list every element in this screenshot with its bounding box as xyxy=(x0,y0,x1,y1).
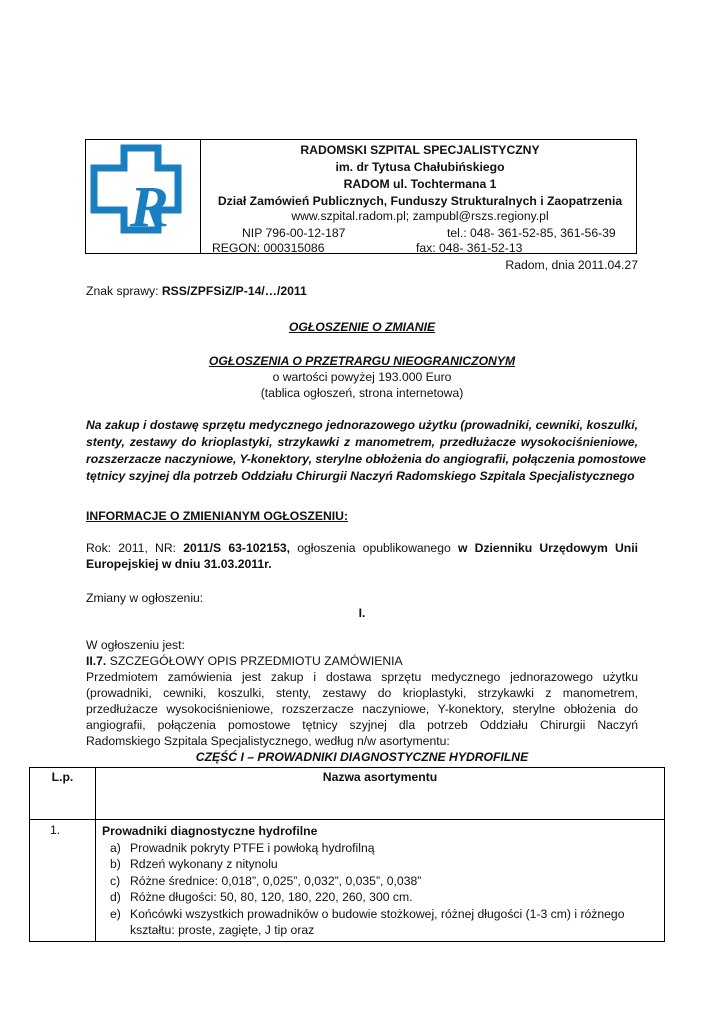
value-note: o wartości powyżej 193.000 Euro xyxy=(272,370,452,384)
journal-name: w Dzienniku Urzędowym Unii xyxy=(457,541,638,555)
publication-line-2: Europejskiej w dniu 31.03.2011r. xyxy=(86,557,272,571)
description-line-1: Przedmiotem zamówienia jest zakup i dostawa sprzętu medycznego jednorazowego użytku xyxy=(86,670,638,684)
part-heading: CZĘŚĆ I – PROWADNIKI DIAGNOSTYCZNE HYDROFILNE xyxy=(195,750,529,764)
case-number: RSS/ZPFSiZ/P-14/…/2011 xyxy=(161,284,307,298)
notice-subtitle: OGŁOSZENIA O PRZETRARGU NIEOGRANICZONYM xyxy=(208,354,516,368)
list-item: a) Prowadnik pokryty PTFE i powłoką hydrofilną xyxy=(110,840,375,855)
hospital-address: RADOM ul. Tochtermana 1 xyxy=(343,177,497,191)
logo-letter: R xyxy=(130,174,169,239)
ii7-title: SZCZEGÓŁOWY OPIS PRZEDMIOTU ZAMÓWIENIA xyxy=(106,654,403,668)
assortment-table xyxy=(29,767,665,942)
hospital-name: RADOMSKI SZPITAL SPECJALISTYCZNY xyxy=(300,143,540,157)
is-label: W ogłoszeniu jest: xyxy=(86,638,185,652)
case-label: Znak sprawy: xyxy=(86,284,162,298)
letterhead xyxy=(85,139,637,254)
notice-title: OGŁOSZENIE O ZMIANIE xyxy=(288,320,436,334)
info-heading: INFORMACJE O ZMIENIANYM OGŁOSZENIU: xyxy=(86,509,349,523)
fax: fax: 048- 361-52-13 xyxy=(416,241,523,255)
nip-number: NIP 796-00-12-187 xyxy=(242,226,346,240)
web-email: www.szpital.radom.pl; zampubl@rszs.regiony.pl xyxy=(291,209,549,223)
table-row xyxy=(30,820,665,942)
list-item: c) Różne średnice: 0,018”, 0,025”, 0,032”, 0,035”, 0,038” xyxy=(110,873,422,888)
row-content xyxy=(96,820,665,942)
section-number: I. xyxy=(358,606,366,620)
publication-line-1 xyxy=(86,541,638,555)
subject-line-4: tętnicy szyjnej dla potrzeb Oddziału Chirurgii Naczyń Radomskiego Szpitala Specjalistycznego xyxy=(86,469,635,483)
list-item: d) Różne długości: 50, 80, 120, 180, 220, 260, 300 cm. xyxy=(110,890,413,904)
rok-mid: ogłoszenia opublikowanego xyxy=(290,541,458,555)
description-line-3: przedłużacze wysokociśnieniowe, rozszerzacze naczyniowe, Y-konektory, sterylne obłożenia do xyxy=(86,702,638,716)
telephone: tel.: 048- 361-52-85, 361-56-39 xyxy=(447,226,616,240)
case-reference xyxy=(86,284,638,298)
logo-cell xyxy=(86,140,201,253)
row-title: Prowadniki diagnostyczne hydrofilne xyxy=(102,824,318,838)
header-lp: L.p. xyxy=(30,768,96,820)
notice-number: 2011/S 63-102153, xyxy=(183,541,291,555)
subject-line-2: stenty, zestawy do krioplastyki, strzykawki z manometrem, przedłużacze wysokociśnieniowe, xyxy=(86,435,638,449)
list-item: b) Rdzeń wykonany z nitynolu xyxy=(110,857,278,871)
hospital-cross-logo xyxy=(86,140,201,253)
regon-number: REGON: 000315086 xyxy=(212,241,325,255)
subject-line-1: Na zakup i dostawę sprzętu medycznego jednorazowego użytku (prowadniki, cewniki, koszulki, xyxy=(86,418,638,432)
table-header-row xyxy=(30,768,665,820)
department-name: Dział Zamówień Publicznych, Funduszy Strukturalnych i Zaopatrzenia xyxy=(217,194,623,208)
board-note: (tablica ogłoszeń, strona internetowa) xyxy=(260,386,464,400)
date-line: Radom, dnia 2011.04.27 xyxy=(505,258,638,272)
rok-label: Rok: 2011, NR: xyxy=(86,541,184,555)
description-line-5: Radomskiego Szpitala Specjalistycznego, według n/w asortymentu: xyxy=(86,734,450,748)
header-name: Nazwa asortymentu xyxy=(96,768,665,820)
ii7-number: II.7. xyxy=(86,654,107,668)
description-line-4: angiografii, połączenia pomostowe tętnicy szyjnej dla potrzeb Oddziału Chirurgii Naczyń xyxy=(86,718,638,732)
row-number: 1. xyxy=(30,820,96,942)
changes-label: Zmiany w ogłoszeniu: xyxy=(86,591,204,605)
list-item: e) Końcówki wszystkich prowadników o budowie stożkowej, różnej długości (1-3 cm) i różnego kształtu: proste, zagięte, J tip oraz xyxy=(110,906,625,937)
description-line-2: (prowadniki, cewniki, koszulki, stenty, zestawy do krioplastyki, strzykawki z manometrem, xyxy=(86,686,638,700)
hospital-patron: im. dr Tytusa Chałubińskiego xyxy=(335,160,505,174)
subject-line-3: rozszerzacze naczyniowe, Y-konektory, sterylne obłożenia do angiografii, połączenia pomostowe xyxy=(86,452,646,466)
ii7-heading xyxy=(86,654,638,668)
